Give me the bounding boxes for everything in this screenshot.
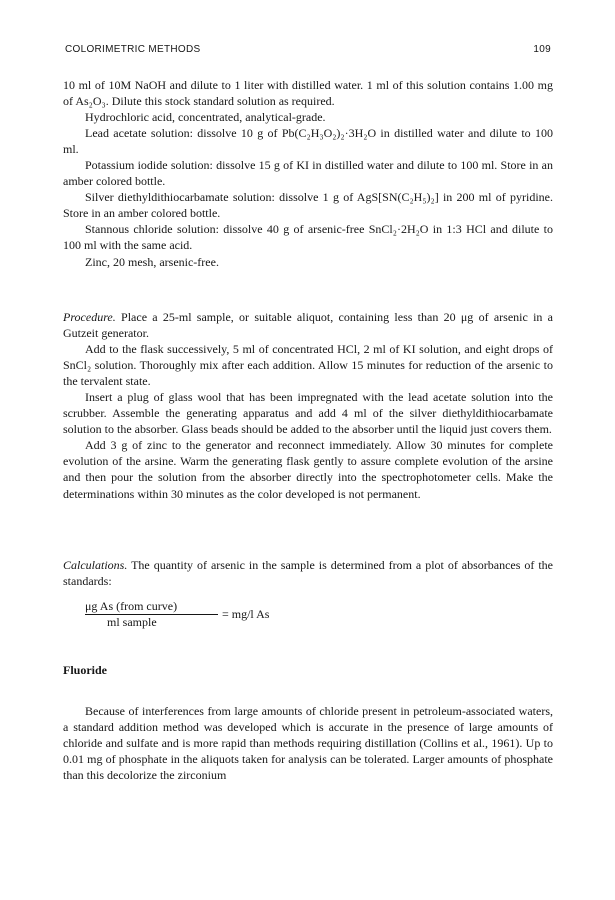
procedure-para-1 (63, 309, 553, 341)
reagent-potassium-iodide: Potassium iodide solution: dissolve 15 g of KI in distilled water and dilute to 100 ml. Store in an amber colored bottle. (63, 158, 553, 189)
procedure-para-2: Add to the flask successively, 5 ml of concentrated HCl, 2 ml of KI solution, and eight drops of SnCl₂ solution. Thoroughly mix after each addition. Allow 15 minutes for reduction of the arsenic to the tervalent state. (63, 342, 553, 389)
reagents-section (63, 77, 553, 270)
reagent-zinc: Zinc, 20 mesh, arsenic-free. (85, 254, 219, 269)
running-title: COLORIMETRIC METHODS (65, 44, 201, 55)
section-heading-fluoride: Fluoride (63, 663, 107, 677)
reagent-stannous-chloride: Stannous chloride solution: dissolve 40 g of arsenic-free SnCl₂·2H₂O in 1:3 HCl and dilute to 100 ml with the same acid. (63, 222, 553, 253)
page-number: 109 (533, 44, 551, 55)
procedure-label: Procedure. (63, 310, 116, 324)
procedure-section (63, 309, 553, 502)
formula-result: = mg/l As (222, 607, 270, 621)
stock-standard-end: 10 ml of 10M NaOH and dilute to 1 liter with distilled water. 1 ml of this solution contains 1.00 mg of As₂O₃. Dilute this stock standard solution as required. (63, 78, 553, 109)
formula-numerator: μg As (from curve) (85, 599, 178, 613)
fluoride-section (63, 703, 553, 783)
procedure-text-1: Place a 25-ml sample, or suitable aliquot, containing less than 20 μg of arsenic in a Gutzeit generator. (63, 310, 553, 341)
calculations-label: Calculations. (63, 558, 128, 572)
running-header (63, 44, 553, 58)
calculations-text: The quantity of arsenic in the sample is determined from a plot of absorbances of the standards: (63, 558, 553, 589)
formula-denominator: ml sample (107, 615, 157, 629)
procedure-para-3: Insert a plug of glass wool that has been impregnated with the lead acetate solution into the scrubber. Assemble the generating apparatus and add 4 ml of the silver diethyldithiocarbamate solution to the absorber. Glass beads should be added to the absorber until the liquid just covers them. (63, 390, 553, 437)
calculations-section (63, 557, 553, 589)
calculation-formula (85, 599, 305, 633)
reagent-silver-ddc: Silver diethyldithiocarbamate solution: dissolve 1 g of AgS[SN(C₂H₅)₂] in 200 ml of pyridine. Store in an amber colored bottle. (63, 190, 553, 221)
reagent-hcl: Hydrochloric acid, concentrated, analytical-grade. (85, 110, 326, 125)
reagent-lead-acetate: Lead acetate solution: dissolve 10 g of Pb(C₂H₃O₂)₂·3H₂O in distilled water and dilute to 100 ml. (63, 126, 553, 157)
calculations-para (63, 557, 553, 589)
procedure-para-4: Add 3 g of zinc to the generator and reconnect immediately. Allow 30 minutes for complete evolution of the arsine. Warm the generating flask gently to assure complete evolution of the arsine and then pour the solution from the absorber directly into the spectrophotometer cells. Make the determinations within 30 minutes as the color developed is not permanent. (63, 438, 553, 501)
fluoride-para-1: Because of interferences from large amounts of chloride present in petroleum-associated waters, a standard addition method was developed which is accurate in the presence of large amounts of chloride and sulfate and is more rapid than methods requiring distillation (Collins et al., 1961). Up to 0.01 mg of phosphate in the aliquots taken for analysis can be tolerated. Larger amounts of phosphate than this decolorize the zirconium (63, 704, 553, 783)
